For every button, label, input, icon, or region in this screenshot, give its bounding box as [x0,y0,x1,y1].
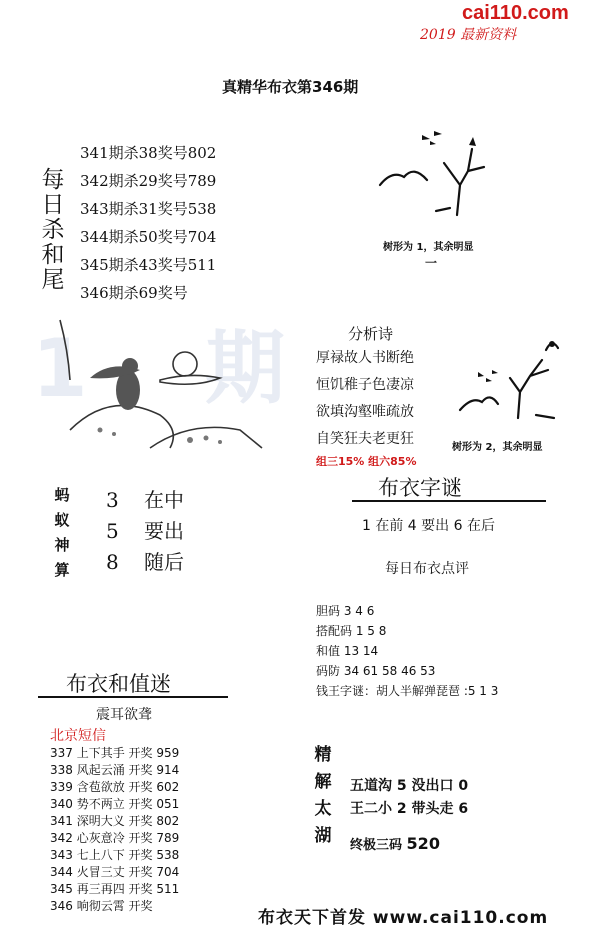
jing-jie-line: 五道沟 5 没出口 0 [350,778,469,794]
list-item: 344期杀50奖号704 [80,228,217,246]
list-item: 345期杀43奖号511 [80,256,217,274]
daily-kill-label [40,168,66,293]
divider [38,696,228,698]
ant-number: 5 [106,519,119,543]
jing-jie-line: 王二小 2 带头走 6 [350,801,469,817]
ant-text: 随后 [144,550,184,574]
label-char: 湖 [314,826,332,846]
site-logo: cai110.com [462,2,569,24]
daily-review-heading: 每日布衣点评 [385,561,469,577]
review-line: 胆码 3 4 6 [316,604,375,618]
ant-row [106,515,184,544]
svg-text:1: 1 [32,322,88,415]
ant-text: 要出 [144,519,184,543]
beijing-sms-list [50,745,179,915]
final-three-codes [350,834,440,853]
list-item: 339 含苞欲放 开奖 602 [50,780,180,794]
poem-line: 厚禄故人书断绝 [316,350,414,366]
tree2-caption: 树形为 2，其余明显 [452,442,543,453]
list-item: 337 上下其手 开奖 959 [50,746,180,760]
beijing-sms-title: 北京短信 [50,728,106,744]
list-item: 343期杀31奖号538 [80,200,217,218]
illustration-man-pig [30,320,285,448]
list-item: 341期杀38奖号802 [80,144,217,162]
daily-review-lines [316,601,498,701]
ant-number: 8 [106,550,119,574]
list-item: 344 火冒三丈 开奖 704 [50,865,180,879]
list-item: 341 深明大义 开奖 802 [50,814,180,828]
label-char: 蚁 [54,511,70,529]
list-item: 342 心灰意冷 开奖 789 [50,831,180,845]
review-line: 码防 34 61 58 46 53 [316,664,436,678]
svg-text:期: 期 [205,322,285,415]
label-char: 神 [54,536,70,554]
page-title: 真精华布衣第346期 [222,78,359,96]
tree-sketch-2 [450,330,580,425]
sum-riddle-subtitle: 震耳欲聋 [96,707,152,723]
label-char: 每 [41,167,65,193]
review-line: 搭配码 1 5 8 [316,624,387,638]
poem-lines [316,345,414,453]
new-info-stamp: 2019 最新资料 [420,27,517,43]
tree-sketch-1 [372,125,502,225]
ant-row [106,484,184,513]
label-char: 太 [314,799,332,819]
poem-line: 恒饥稚子色凄凉 [316,377,414,393]
list-item: 338 风起云涌 开奖 914 [50,763,180,777]
group-percentage: 组三15% 组六85% [316,455,417,468]
riddle-heading: 布衣字谜 [378,476,462,500]
footer-text: 布衣天下首发 www.cai110.com [258,908,549,928]
label-char: 解 [314,772,332,792]
list-item: 345 再三再四 开奖 511 [50,882,180,896]
jing-jie-lines [350,775,468,821]
poem-title: 分析诗 [348,325,394,343]
label-char: 日 [41,192,65,218]
list-item: 346 响彻云霄 开奖 [50,899,153,913]
jing-jie-label [312,742,334,850]
label-char: 和 [41,242,65,268]
review-line: 和值 13 14 [316,644,379,658]
final-value: 520 [406,834,440,853]
poem-line: 欲填沟壑唯疏放 [316,404,414,420]
tree1-mark: 一 [425,256,438,270]
poem-line: 自笑狂夫老更狂 [316,431,414,447]
label-char: 杀 [41,217,65,243]
tree1-caption: 树形为 1，其余明显 [383,242,474,253]
label-char: 蚂 [54,486,70,504]
list-item: 343 七上八下 开奖 538 [50,848,180,862]
review-line: 钱王字谜：胡人半解弹琵琶 :5 1 3 [316,684,499,698]
ant-row [106,546,184,575]
final-label: 终极三码 [350,838,403,853]
divider [352,500,546,502]
daily-kill-list [80,139,216,307]
ant-label [52,483,72,583]
ant-number: 3 [106,488,119,512]
sum-riddle-heading: 布衣和值迷 [66,672,171,696]
ant-text: 在中 [144,488,184,512]
list-item: 342期杀29奖号789 [80,172,217,190]
label-char: 尾 [41,267,65,293]
list-item: 346期杀69奖号 [80,284,188,302]
riddle-text: 1 在前 4 要出 6 在后 [362,518,495,534]
list-item: 340 势不两立 开奖 051 [50,797,180,811]
label-char: 算 [54,561,70,579]
label-char: 精 [314,745,332,765]
